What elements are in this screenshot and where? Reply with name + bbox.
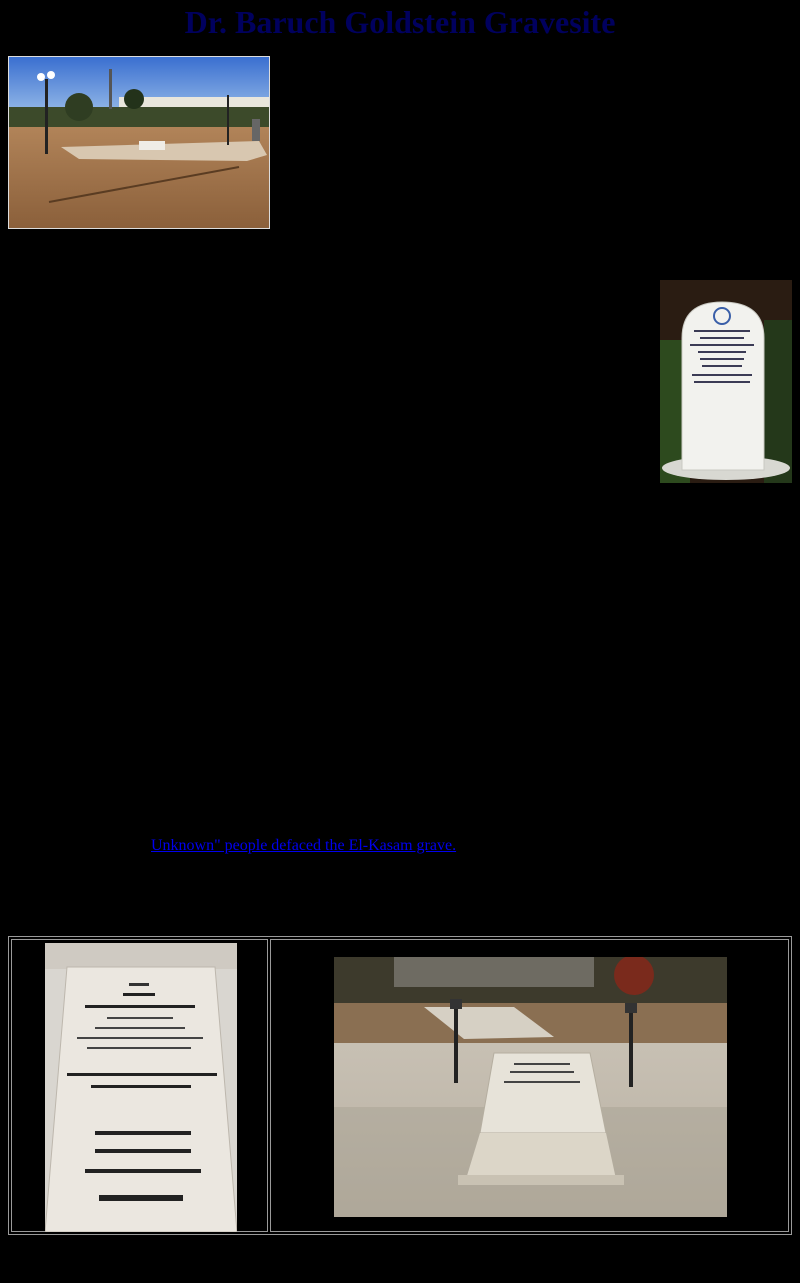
defaced-grave-link[interactable]: Unknown" people defaced the El-Kasam grave.	[151, 837, 457, 854]
page-title: Dr. Baruch Goldstein Gravesite	[184, 4, 616, 40]
park-overview-photo	[8, 56, 270, 229]
grave-site-photo	[334, 957, 727, 1217]
gallery-cell-site	[270, 939, 789, 1232]
grave-photo-gallery	[8, 936, 792, 1235]
gallery-cell-tablet	[11, 939, 268, 1232]
memorial-stone-photo	[660, 280, 792, 483]
grave-tablet-closeup-photo	[45, 943, 237, 1232]
